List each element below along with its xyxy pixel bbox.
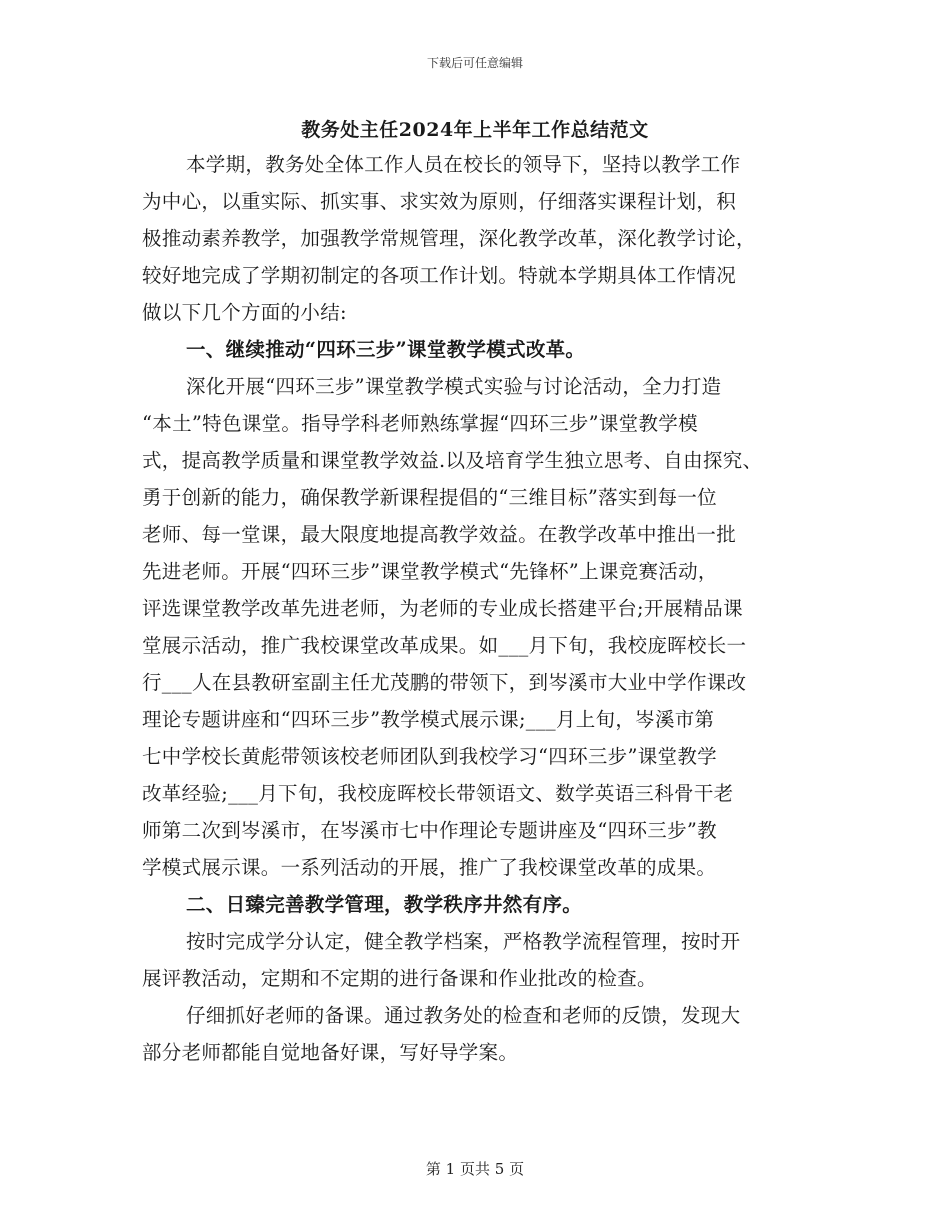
- paragraph-line: 为中心，以重实际、抓实事、求实效为原则，仔细落实课程计划，积: [142, 190, 737, 213]
- paragraph-line: 仔细抓好老师的备课。通过教务处的检查和老师的反馈，发现大: [186, 1004, 741, 1027]
- paragraph-line: 较好地完成了学期初制定的各项工作计划。特就本学期具体工作情况: [142, 264, 737, 287]
- section-heading: 一、继续推动“四环三步”课堂教学模式改革。: [186, 338, 586, 361]
- paragraph-line: 式，提高教学质量和课堂教学效益.以及培育学生独立思考、自由探究、: [142, 449, 763, 472]
- paragraph-line: 深化开展“四环三步”课堂教学模式实验与讨论活动，全力打造: [186, 375, 722, 398]
- document-body: [142, 146, 822, 1071]
- paragraph-line: 勇于创新的能力，确保教学新课程提倡的“三维目标”落实到每一位: [142, 486, 717, 509]
- document-title: 教务处主任2024年上半年工作总结范文: [301, 119, 649, 141]
- paragraph-line: 做以下几个方面的小结:: [142, 301, 347, 324]
- paragraph-line: 展评教活动，定期和不定期的进行备课和作业批改的检查。: [142, 967, 657, 990]
- paragraph-line: 极推动素养教学，加强教学常规管理，深化教学改革，深化教学讨论，: [142, 227, 756, 250]
- header-note: 下载后可任意编辑: [426, 56, 523, 70]
- paragraph-line: 部分老师都能自觉地备好课，写好导学案。: [142, 1041, 519, 1064]
- paragraph-line: 先进老师。开展“四环三步”课堂教学模式“先锋杯”上课竞赛活动，: [142, 560, 718, 583]
- paragraph-line: 七中学校长黄彪带领该校老师团队到我校学习“四环三步”课堂教学: [142, 745, 717, 768]
- section-heading: 二、日臻完善教学管理，教学秩序井然有序。: [186, 893, 583, 916]
- paragraph-line: 理论专题讲座和“四环三步”教学模式展示课;___月上旬，岑溪市第: [142, 708, 715, 731]
- paragraph-line: 老师、每一堂课，最大限度地提高教学效益。在教学改革中推出一批: [142, 523, 737, 546]
- paragraph-line: 行___人在县教研室副主任尤茂鹏的带领下，到岑溪市大业中学作课改: [142, 671, 747, 694]
- paragraph-line: 按时完成学分认定，健全教学档案，严格教学流程管理，按时开: [186, 930, 741, 953]
- paragraph-line: 堂展示活动，推广我校课堂改革成果。如___月下旬，我校庞晖校长一: [142, 634, 747, 657]
- paragraph-line: 学模式展示课。一系列活动的开展，推广了我校课堂改革的成果。: [142, 856, 717, 879]
- paragraph-line: 评选课堂教学改革先进老师，为老师的专业成长搭建平台;开展精品课: [142, 597, 743, 620]
- paragraph-line: 本学期，教务处全体工作人员在校长的领导下，坚持以教学工作: [186, 153, 741, 176]
- page-number: 第 1 页共 5 页: [425, 1160, 525, 1178]
- paragraph-line: “本土”特色课堂。指导学科老师熟练掌握“四环三步”课堂教学模: [142, 412, 698, 435]
- paragraph-line: 改革经验;___月下旬，我校庞晖校长带领语文、数学英语三科骨干老: [142, 782, 734, 805]
- paragraph-line: 师第二次到岑溪市，在岑溪市七中作理论专题讲座及“四环三步”教: [142, 819, 717, 842]
